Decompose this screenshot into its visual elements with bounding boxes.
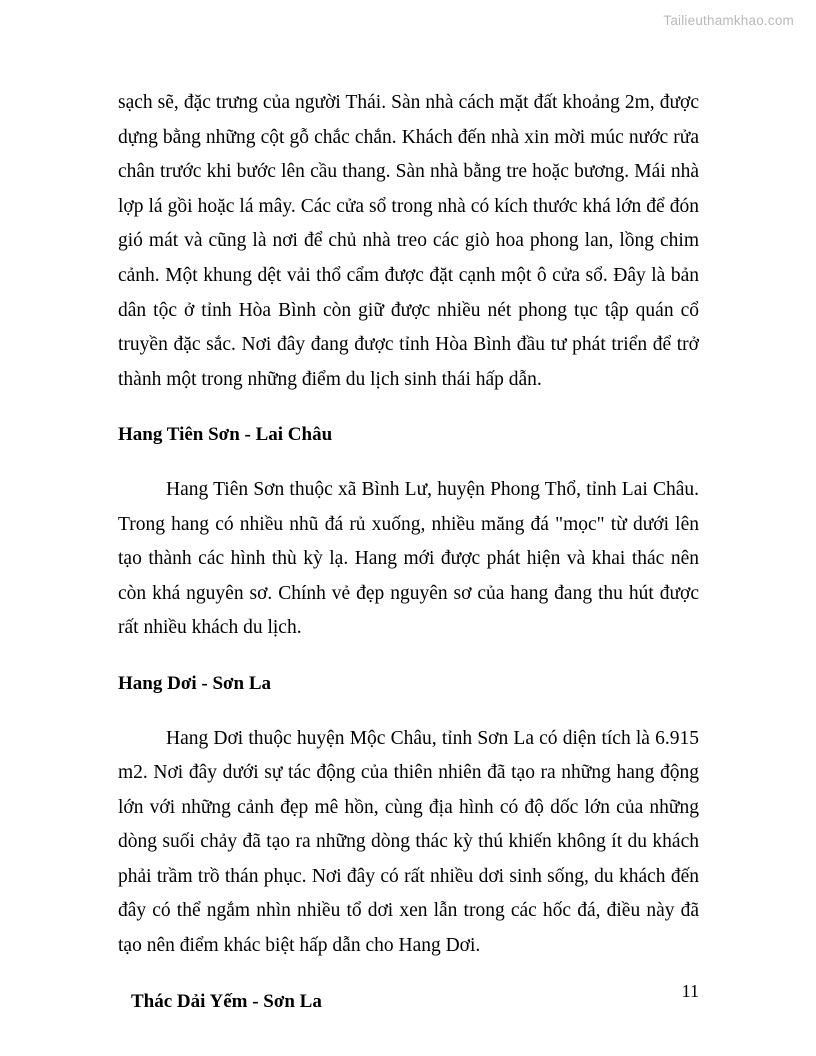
paragraph-thai-stilt-house: sạch sẽ, đặc trưng của người Thái. Sàn nhà cách mặt đất khoảng 2m, được dựng bằng những cột gỗ chắc chắn. Khách đến nhà xin mời múc nước rửa chân trước khi bước lên cầu thang. Sàn nhà bằng tre hoặc bương. Mái nhà lợp lá gồi hoặc lá mây. Các cửa sổ trong nhà có kích thước khá lớn để đón gió mát và cũng là nơi để chủ nhà treo các giò hoa phong lan, lồng chim cảnh. Một khung dệt vải thổ cẩm được đặt cạnh một ô cửa sổ. Đây là bản dân tộc ở tỉnh Hòa Bình còn giữ được nhiều nét phong tục tập quán cổ truyền đặc sắc. Nơi đây đang được tỉnh Hòa Bình đầu tư phát triển để trở thành một trong những điểm du lịch sinh thái hấp dẫn. [118,92,699,390]
spacer [118,646,699,667]
heading-hang-doi: Hang Dơi - Sơn La [118,672,272,694]
page-number: 11 [681,981,699,1001]
document-body [118,86,699,1019]
spacer [118,453,699,473]
site-watermark: Tailieuthamkhao.com [663,13,794,28]
paragraph-hang-doi: Hang Dơi thuộc huyện Mộc Châu, tỉnh Sơn La có diện tích là 6.915 m2. Nơi đây dưới sự tác động của thiên nhiên đã tạo ra những hang động lớn với những cảnh đẹp mê hồn, cùng địa hình có độ dốc lớn của những dòng suối chảy đã tạo ra những dòng thác kỳ thú khiến không ít du khách phải trầm trồ thán phục. Nơi đây có rất nhiều dơi sinh sống, du khách đến đây có thể ngắm nhìn nhiều tổ dơi xen lẫn trong các hốc đá, điều này đã tạo nên điểm khác biệt hấp dẫn cho Hang Dơi. [118,727,699,957]
heading-thac-dai-yem: Thác Dải Yếm - Sơn La [131,990,322,1012]
spacer [118,397,699,418]
spacer [118,702,699,722]
paragraph-hang-tien-son: Hang Tiên Sơn thuộc xã Bình Lư, huyện Phong Thổ, tỉnh Lai Châu. Trong hang có nhiều nhũ đá rủ xuống, nhiều măng đá "mọc" từ dưới lên tạo thành các hình thù kỳ lạ. Hang mới được phát hiện và khai thác nên còn khá nguyên sơ. Chính vẻ đẹp nguyên sơ của hang đang thu hút được rất nhiều khách du lịch. [118,478,699,639]
heading-hang-tien-son: Hang Tiên Sơn - Lai Châu [118,424,333,446]
